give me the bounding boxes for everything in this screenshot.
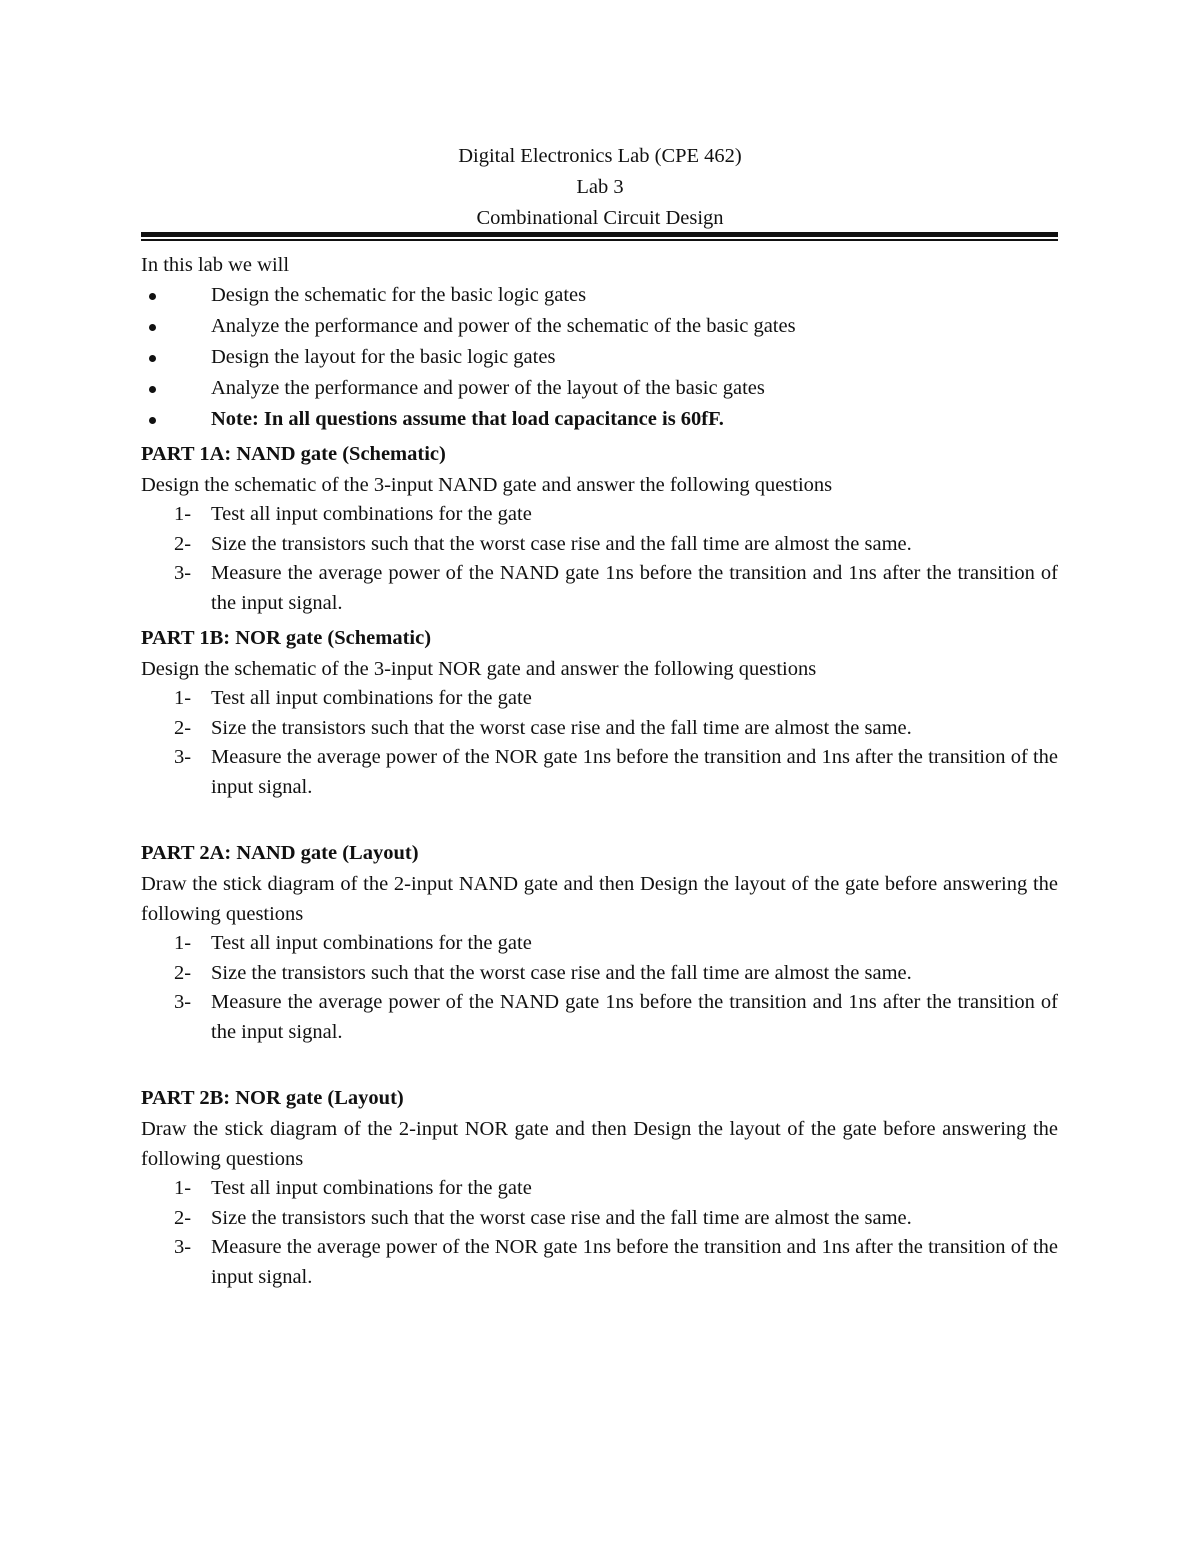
lab-topic: Combinational Circuit Design bbox=[476, 207, 724, 229]
question-text: Measure the average power of the NOR gate 1ns before the transition and 1ns after the transition of the input signal. bbox=[211, 746, 1058, 798]
question-text: Size the transistors such that the worst case rise and the fall time are almost the same. bbox=[211, 532, 912, 555]
part-heading: PART 2A: NAND gate (Layout) bbox=[141, 842, 419, 864]
bullet-icon bbox=[149, 293, 156, 300]
question-number: 1- bbox=[174, 687, 192, 709]
question-list bbox=[141, 929, 1058, 1047]
question-number: 1- bbox=[174, 1177, 192, 1199]
title-rule-thin bbox=[141, 239, 1058, 241]
part-heading: PART 1A: NAND gate (Schematic) bbox=[141, 443, 446, 465]
question-text: Test all input combinations for the gate bbox=[211, 687, 532, 709]
question-number: 2- bbox=[174, 1206, 192, 1229]
objective-item bbox=[141, 280, 1058, 311]
question-text: Test all input combinations for the gate bbox=[211, 1177, 532, 1199]
question-item bbox=[141, 743, 1058, 802]
question-item bbox=[141, 714, 1058, 744]
question-item bbox=[141, 959, 1058, 989]
title-block bbox=[0, 141, 1200, 234]
note-text: Note: In all questions assume that load capacitance is 60fF. bbox=[211, 408, 724, 430]
question-text: Size the transistors such that the worst case rise and the fall time are almost the same. bbox=[211, 716, 912, 739]
bullet-icon bbox=[149, 417, 156, 424]
question-item bbox=[141, 1174, 1058, 1204]
question-item bbox=[141, 559, 1058, 618]
part-heading: PART 1B: NOR gate (Schematic) bbox=[141, 627, 432, 649]
objective-item bbox=[141, 373, 1058, 404]
course-title: Digital Electronics Lab (CPE 462) bbox=[458, 145, 742, 167]
objective-text: Design the layout for the basic logic gates bbox=[211, 346, 556, 368]
question-text: Test all input combinations for the gate bbox=[211, 503, 532, 525]
question-list bbox=[141, 684, 1058, 802]
part-2b-section bbox=[141, 1083, 1058, 1292]
objective-text: Analyze the performance and power of the layout of the basic gates bbox=[211, 377, 765, 399]
part-1a-section bbox=[141, 439, 1058, 618]
question-text: Measure the average power of the NAND gate 1ns before the transition and 1ns after the transition of the input signal. bbox=[211, 991, 1058, 1043]
objective-item bbox=[141, 342, 1058, 373]
question-text: Size the transistors such that the worst case rise and the fall time are almost the same. bbox=[211, 961, 912, 984]
question-text: Measure the average power of the NAND gate 1ns before the transition and 1ns after the transition of the input signal. bbox=[211, 562, 1058, 614]
question-number: 3- bbox=[174, 746, 192, 768]
bullet-icon bbox=[149, 355, 156, 362]
question-number: 2- bbox=[174, 532, 192, 555]
question-number: 1- bbox=[174, 932, 192, 954]
question-item bbox=[141, 530, 1058, 560]
question-number: 1- bbox=[174, 503, 192, 525]
part-2a-section bbox=[141, 838, 1058, 1047]
part-description: Design the schematic of the 3-input NOR gate and answer the following questions bbox=[141, 658, 817, 680]
question-item bbox=[141, 929, 1058, 959]
question-text: Test all input combinations for the gate bbox=[211, 932, 532, 954]
question-number: 3- bbox=[174, 562, 192, 584]
objective-text: Analyze the performance and power of the schematic of the basic gates bbox=[211, 315, 796, 337]
bullet-icon bbox=[149, 324, 156, 331]
question-item bbox=[141, 1204, 1058, 1234]
objective-text: Design the schematic for the basic logic gates bbox=[211, 284, 587, 306]
part-heading: PART 2B: NOR gate (Layout) bbox=[141, 1087, 404, 1109]
question-item bbox=[141, 500, 1058, 530]
question-text: Measure the average power of the NOR gate 1ns before the transition and 1ns after the transition of the input signal. bbox=[211, 1236, 1058, 1288]
question-item bbox=[141, 988, 1058, 1047]
lab-number: Lab 3 bbox=[576, 176, 624, 198]
question-list bbox=[141, 1174, 1058, 1292]
part-1b-section bbox=[141, 623, 1058, 802]
bullet-icon bbox=[149, 386, 156, 393]
part-description: Design the schematic of the 3-input NAND gate and answer the following questions bbox=[141, 474, 833, 496]
title-rule-thick bbox=[141, 232, 1058, 237]
part-description: Draw the stick diagram of the 2-input NAND gate and then Design the layout of the gate before answering the following questions bbox=[141, 873, 1058, 925]
objective-item bbox=[141, 311, 1058, 342]
question-number: 3- bbox=[174, 991, 192, 1013]
document-body bbox=[141, 250, 1058, 1292]
question-item bbox=[141, 684, 1058, 714]
part-description: Draw the stick diagram of the 2-input NOR gate and then Design the layout of the gate before answering the following questions bbox=[141, 1118, 1058, 1170]
question-item bbox=[141, 1233, 1058, 1292]
question-number: 2- bbox=[174, 961, 192, 984]
note-item bbox=[141, 404, 1058, 435]
question-text: Size the transistors such that the worst case rise and the fall time are almost the same. bbox=[211, 1206, 912, 1229]
question-number: 3- bbox=[174, 1236, 192, 1258]
question-number: 2- bbox=[174, 716, 192, 739]
intro-lead: In this lab we will bbox=[141, 254, 290, 276]
objectives-list bbox=[141, 280, 1058, 435]
question-list bbox=[141, 500, 1058, 618]
